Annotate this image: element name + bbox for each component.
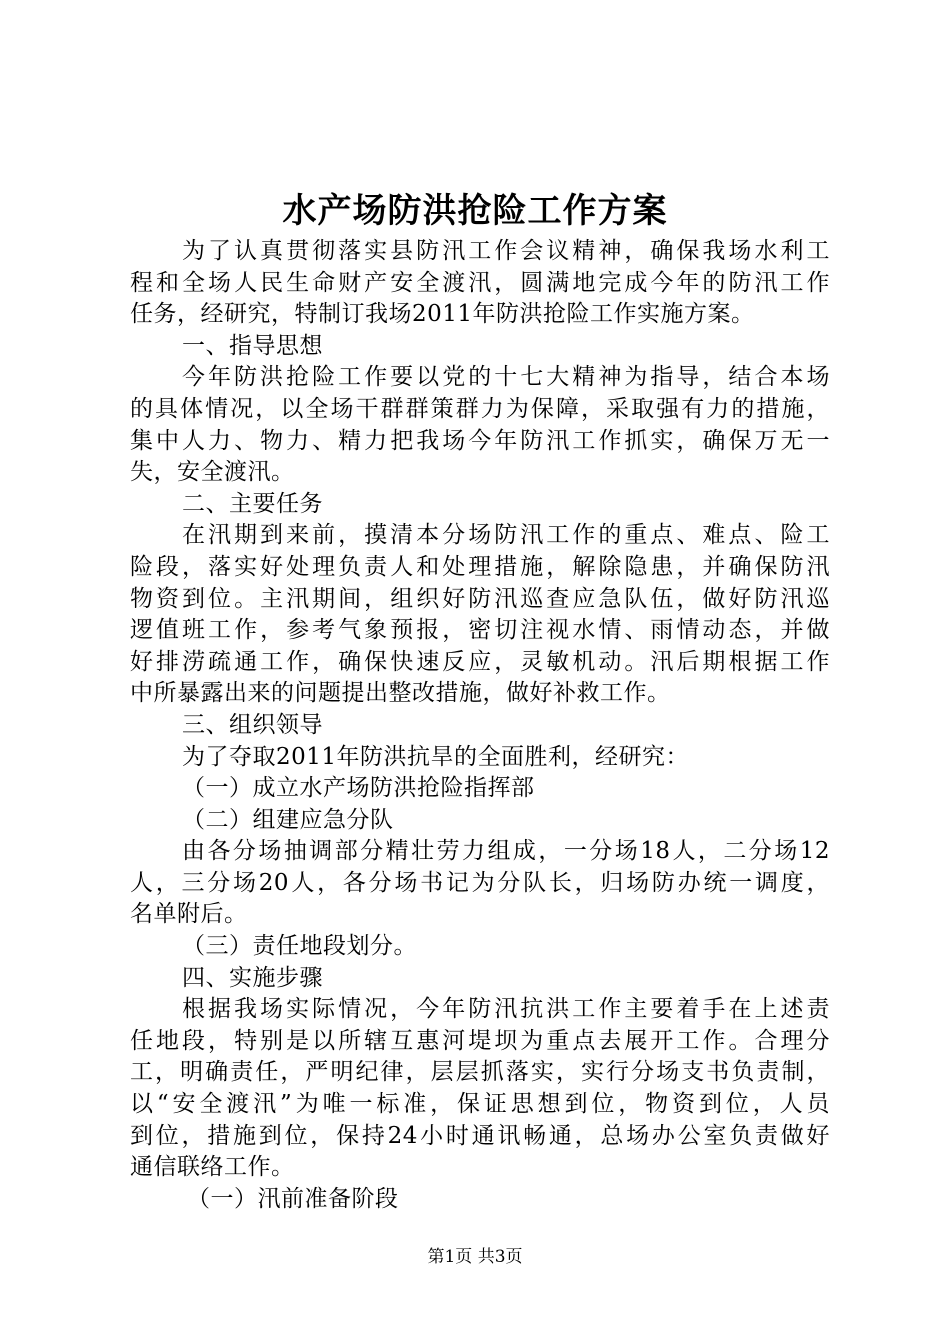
paragraph-line: 名单附后。 [130, 901, 248, 928]
paragraph-line: 险段，落实好处理负责人和处理措施，解除隐患，并确保防汛 [130, 553, 830, 580]
paragraph-line: 根据我场实际情况，今年防汛抗洪工作主要着手在上述责 [182, 996, 830, 1023]
paragraph-line: 在汛期到来前，摸清本分场防汛工作的重点、难点、险工 [182, 522, 830, 549]
section-heading: 一、指导思想 [182, 332, 323, 359]
paragraph-line: 人，三分场20人，各分场书记为分队长，归场防办统一调度， [130, 869, 830, 896]
document-body [130, 236, 830, 1215]
paragraph-line: 好排涝疏通工作，确保快速反应，灵敏机动。汛后期根据工作 [130, 648, 830, 675]
paragraph-line: 任地段，特别是以所辖互惠河堤坝为重点去展开工作。合理分 [130, 1027, 830, 1054]
paragraph-line: 今年防洪抢险工作要以党的十七大精神为指导，结合本场 [182, 364, 830, 391]
section-heading: 三、组织领导 [182, 711, 323, 738]
paragraph-line: 程和全场人民生命财产安全渡汛，圆满地完成今年的防汛工作 [130, 269, 830, 296]
paragraph-line: 以“安全渡汛”为唯一标准，保证思想到位，物资到位，人员 [130, 1091, 830, 1118]
subsection-heading: （一）汛前准备阶段 [187, 1185, 399, 1212]
paragraph-line: 任务，经研究，特制订我场2011年防洪抢险工作实施方案。 [130, 301, 755, 328]
paragraph-line: 为了认真贯彻落实县防汛工作会议精神，确保我场水利工 [182, 238, 830, 264]
paragraph-line: 为了夺取2011年防洪抗旱的全面胜利，经研究： [182, 743, 690, 770]
paragraph-line: 到位，措施到位，保持24小时通讯畅通，总场办公室负责做好 [130, 1122, 830, 1149]
paragraph-line: 中所暴露出来的问题提出整改措施，做好补救工作。 [130, 680, 671, 707]
subsection-heading: （三）责任地段划分。 [182, 933, 417, 960]
paragraph-line: 逻值班工作，参考气象预报，密切注视水情、雨情动态，并做 [130, 617, 830, 644]
subsection-heading: （一）成立水产场防洪抢险指挥部 [182, 775, 535, 802]
paragraph-line: 失，安全渡汛。 [130, 459, 295, 486]
paragraph-line: 物资到位。主汛期间，组织好防汛巡查应急队伍，做好防汛巡 [130, 585, 830, 612]
paragraph-line: 通信联络工作。 [130, 1154, 295, 1181]
page-footer: 第1页 共3页 [427, 1247, 523, 1267]
paragraph-line: 集中人力、物力、精力把我场今年防汛工作抓实，确保万无一 [130, 427, 830, 454]
section-heading: 四、实施步骤 [182, 964, 323, 991]
document-title: 水产场防洪抢险工作方案 [282, 191, 668, 231]
paragraph-line: 的具体情况，以全场干群群策群力为保障，采取强有力的措施， [130, 395, 830, 422]
paragraph-line: 由各分场抽调部分精壮劳力组成，一分场18人，二分场12 [182, 838, 830, 865]
section-heading: 二、主要任务 [182, 490, 323, 517]
paragraph-line: 工，明确责任，严明纪律，层层抓落实，实行分场支书负责制， [130, 1059, 830, 1086]
subsection-heading: （二）组建应急分队 [182, 806, 394, 833]
